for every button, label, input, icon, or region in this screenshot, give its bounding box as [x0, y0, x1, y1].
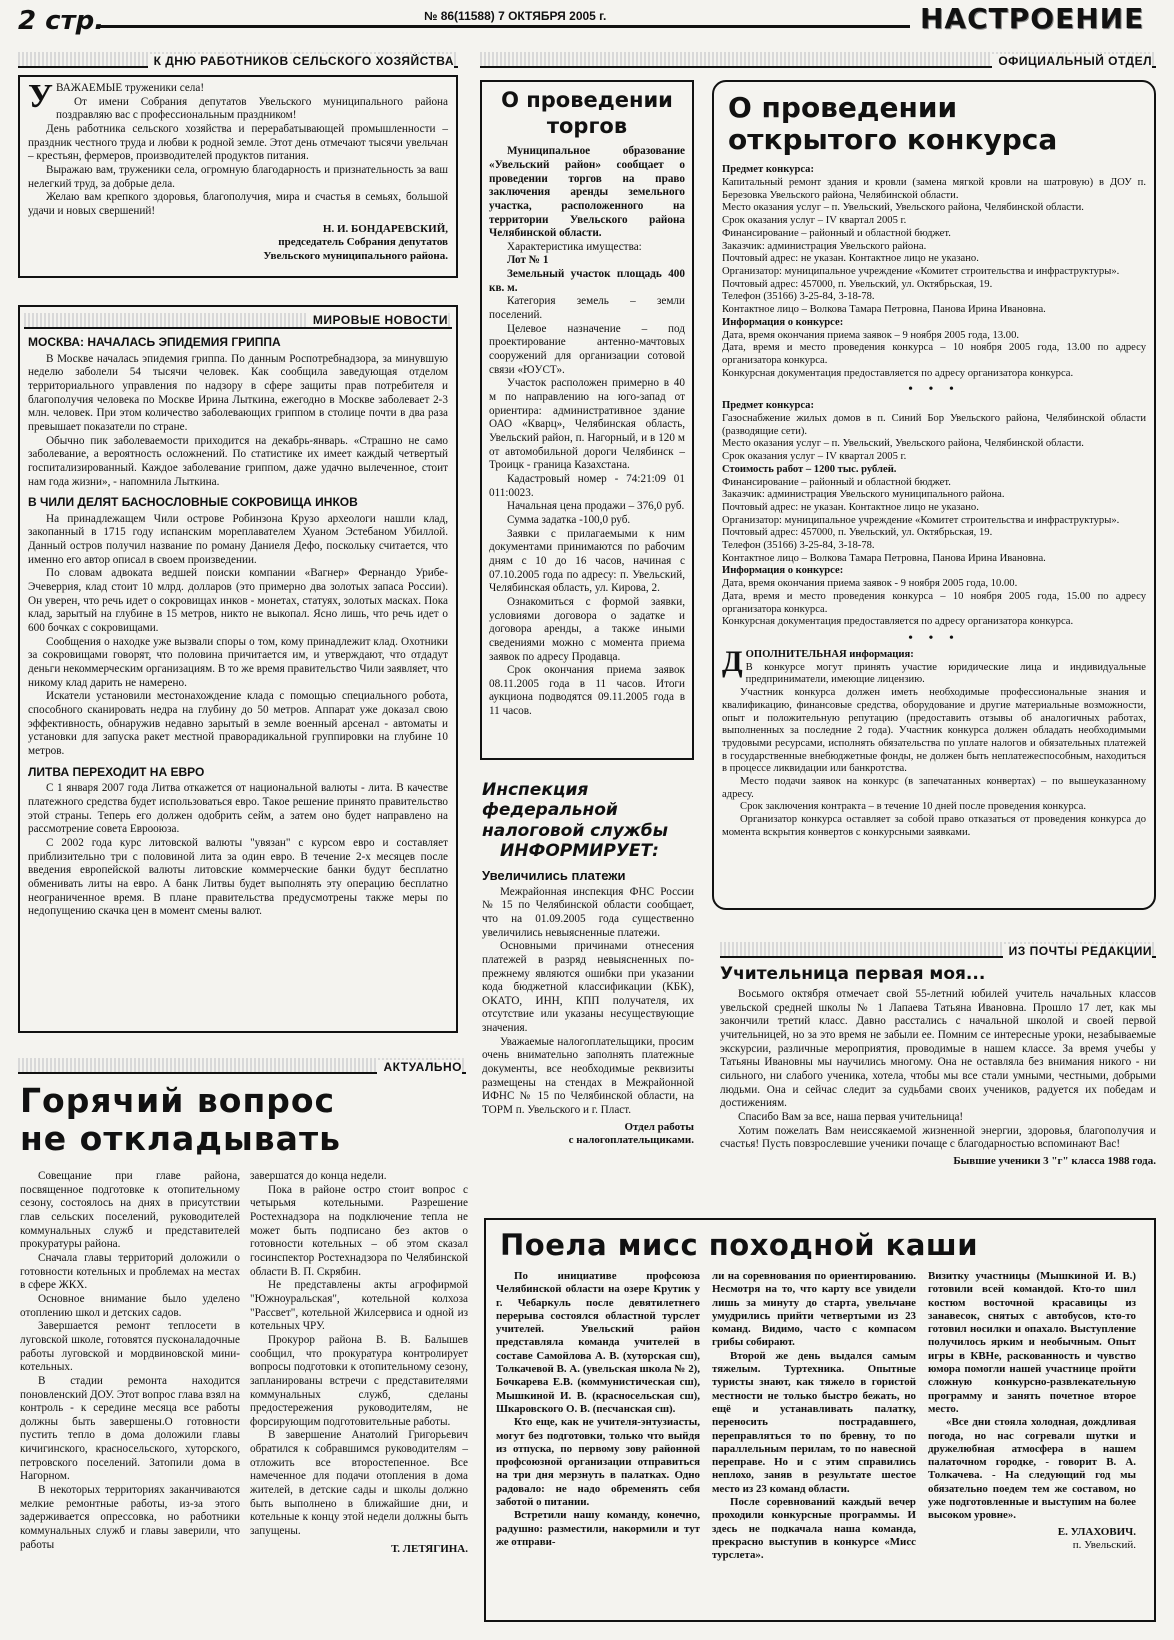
- news-headline: ЛИТВА ПЕРЕХОДИТ НА ЕВРО: [28, 764, 205, 779]
- news-headline: В ЧИЛИ ДЕЛЯТ БАСНОСЛОВНЫЕ СОКРОВИЩА ИНКОВ: [28, 495, 358, 510]
- mail-article: Учительница первая моя... Восьмого октября отмечает свой 55-летний юбилей учитель начальных классов увельской средней школы № 1 Лапаева Татьяна Ивановна. Прошло 17 лет, как мы закончили третий класс. Давно расстались с начальной школой и своей первой учительницей, но за это время не забыли ее. Помним се интересные уроки, незабываемые экскурсии, различные мероприятия, проводимые в нашем классе. За время учебы у Татьяны Ивановны мы научились многому. Она не оставляла без внимания никого - ни сильного, ни слабого ученика, хотела, чтобы мы все стали умными, честными, добрыми людьми. Она и сейчас следит за судьбами своих учеников, радуется их победам и достижениям. Спасибо Вам за все, наша первая учительница! Хотим пожелать Вам неиссякаемой жизненной энергии, здоровья, благополучия и счастья! Пусть повзрослевшие ученики почаще с благодарностью вспоминают Вас! Бывшие ученики 3 "г" класса 1988 года.: [720, 964, 1156, 1167]
- dropcap: Д: [722, 644, 743, 678]
- mail-section-header: ИЗ ПОЧТЫ РЕДАКЦИИ: [720, 942, 1156, 958]
- tax-title: Инспекция федеральной налоговой службы ИНФОРМИРУЕТ:: [482, 780, 668, 862]
- konkurs-a: Предмет конкурса: Капитальный ремонт здания и кровли (замена мягкой кровли на шатровую) в ДОУ п. Березовка Увельского района, Челябинской области. Место оказания услуг – п. Увельский, Увельского района, Челябинской области. Срок оказания услуг – IV квартал 2005 г. Финансирование – районный и областной бюджет. Заказчик: администрация Увельского района. Почтовый адрес: не указан. Контактное лицо не указано. Организатор: муниципальное учреждение «Комитет строительства и инфраструктуры». Почтовый адрес: 457000, п. Увельский, ул. Октябрьская, 19. Телефон (35166) 3-25-84, 3-18-78. Контактное лицо – Волкова Тамара Петровна, Панова Ирина Ивановна. Информация о конкурсе: Дата, время окончания приема заявок – 9 ноября 2005 года, 13.00. Дата, время и место проведения конкурса – 10 ноября 2005 года, 13.00 по адресу организатора конкурса. Конкурсная документация предоставляется по адресу организатора конкурса.: [722, 164, 1146, 379]
- signature-name: Н. И. БОНДАРЕВСКИЙ,: [322, 222, 448, 235]
- world-section-header: МИРОВЫЕ НОВОСТИ: [24, 313, 452, 329]
- torgi-title: О проведении торгов: [501, 88, 673, 138]
- news-headline: МОСКВА: НАЧАЛАСЬ ЭПИДЕМИЯ ГРИППА: [28, 335, 281, 349]
- hot-section-header: АКТУАЛЬНО: [18, 1058, 466, 1074]
- separator-dots: • • •: [908, 630, 960, 646]
- agri-greeting: УВАЖАЕМЫЕ труженики села! От имени Собрания депутатов Увельского муниципального района поздравляю вас с профессиональным праздником! День работника сельского хозяйства и перерабатывающей промышленности – праздник честного труда и любви к родной земле. Этот день отмечают тысячи увельчан – крестьян, фермеров, производителей продуктов питания. Выражаю вам, труженики села, огромную благодарность и признательность за ваш нелегкий труд, за добрые дела. Желаю вам крепкого здоровья, благополучия, мира и счастья в семьях, большой удачи и новых свершений! Н. И. БОНДАРЕВСКИЙ, председатель Собрания депутатов Увельского муниципального района.: [18, 75, 458, 278]
- hot-signature: Т. ЛЕТЯГИНА.: [391, 1542, 468, 1555]
- separator-dots: • • •: [908, 382, 960, 398]
- mail-title: Учительница первая моя...: [720, 964, 986, 984]
- official-section-header: ОФИЦИАЛЬНЫЙ ОТДЕЛ: [480, 52, 1156, 68]
- konkurs-notice: [712, 80, 1156, 910]
- agri-section-header: К ДНЮ РАБОТНИКОВ СЕЛЬСКОГО ХОЗЯЙСТВА: [18, 52, 458, 68]
- world-news: МИРОВЫЕ НОВОСТИ МОСКВА: НАЧАЛАСЬ ЭПИДЕМИЯ ГРИППА В Москве началась эпидемия гриппа. По данным Роспотребнадзора, за минувшую неделю заболели 54 тысячи человек. Как сообщила заведующая отделом территориального управления по надзору в сфере защиты прав потребителя и благополучия человека по Москве Ирина Лыткина, ежегодно в Москве заболевает 2-3 млн. человек. При этом количество заболевающих гриппом в столице почти в два раза превышает показатели по стране. Обычно пик заболеваемости приходится на декабрь-январь. «Страшно не само заболевание, а вероятность осложнений. По статистике их имеет каждый четвертый госпитализированный. Каждое заболевание гриппом, даже удачно вылеченное, стоит нам года жизни», - напомнила Лыткина. В ЧИЛИ ДЕЛЯТ БАСНОСЛОВНЫЕ СОКРОВИЩА ИНКОВ На принадлежащем Чили острове Робинзона Крузо археологи нашли клад, закопанный в 1715 году испанским мореплавателем Хуаном Эстебаном Убиллой. Данный остров получил название по роману Даниеля Дефо, поскольку считается, что именно его автор описал в своем произведении. По словам адвоката ведшей поиски компании «Вагнер» Фернандо Урибе-Эчеверрия, клад стоит 10 млрд. долларов (это примерно два золотых запаса России). Он уверен, что речь идет о сокровищах инков - монетах, статуях, золотых масках. Пока клад, зарытый на глубине в 15 метров, никто не выкопал. Ясно лишь, что речь идет о 600 бочках с сокровищами. Сообщения о находке уже вызвали споры о том, кому принадлежит клад. Охотники за сокровищами говорят, что половина причитается им, и утверждают, что отдадут деньги некоммерческим организациям. В то же время правительство Чили заявляет, что никому клад дарить не намерено. Искатели установили местонахождение клада с помощью специального робота, способного сканировать недра на глубину до 50 метров. Аппарат уже доказал свою эффективность, обнаружив недавно зарытый в земле военный арсенал - автоматы и установки для запуска ракет местной праворадикальной группировки на глубине 10 метров. ЛИТВА ПЕРЕХОДИТ НА ЕВРО С 1 января 2007 года Литва откажется от национальной валюты - лита. В качестве платежного средства будет использоваться евро. Такое решение принято правительство этой страны. Теперь его должен одобрить сейм, а затем оно будет направлено на рассмотрение совета Еврооюза. С 2002 года курс литовской валюты "увязан" с курсом евро и составляет приблизительно три с половиной лита за один евро. В течение 2-х месяцев после введения европейской валюты литовские коммерческие банки будут бесплатно обменивать литы на евро. А банк Литвы будет выполнять эту операцию бесплатно неограниченное время. В плане правительства предусмотрены также меры по недопущению скачка цен в момент смены валют.: [18, 305, 458, 1033]
- konkurs-additional: ДОПОЛНИТЕЛЬНАЯ информация: В конкурсе могут принять участие юридические лица и индивидуальные предприниматели, имеющие лицензию. Участник конкурса должен иметь необходимые профессиональные знания и квалификацию, финансовые средства, оборудование и другие материальные возможности, опыт и положительную репутацию (предоставить отзывы об аналогичных работах, выполненных за последние 2 года). Участник конкурса должен обладать необходимыми трудовыми ресурсами, исполнять обязательства по уплате налогов и обязательных платежей в государственные внебюджетные фонды, не должен быть неплатежеспособным, находиться в процессе ликвидации или банкротства. Место подачи заявок на конкурс (в запечатанных конвертах) – по вышеуказанному адресу. Срок заключения контракта – в течение 10 дней после проведения конкурса. Организатор конкурса оставляет за собой право отказаться от проведения конкурса до момента вскрытия конвертов с конкурсными заявками.: [722, 644, 1146, 838]
- hot-col-2: завершатся до конца недели. Пока в районе остро стоит вопрос с четырьмя котельными. Разрешение Ростехнадзора на подключение тепла не может быть подписано без актов о готовности котельных – об этом сказал госинспектор Ростехнадзора по Челябинской области В. П. Скрябин. Не представлены акты агрофирмой "Южноуральская", котельной колхоза "Рассвет", котельной Жилсервиса и одной из котельных ЧРУ. Прокурор района В. В. Балышев сообщил, что прокуратура контролирует вопросы подготовки к отопительному сезону, запланированы встречи с представителями коммунальных служб, сделаны предостережения руководителям, не форсирующим подготовительные работы. В завершение Анатолий Григорьевич обратился к собравшимся руководителям – отложить все второстепенное. Все намеченное для подачи отопления в дома жителей, в детские сады и школы должно быть выполнено в ближайшие дни, и котельные к концу этой недели должны быть запущены. Т. ЛЕТЯГИНА.: [250, 1170, 468, 1555]
- miss-article: [484, 1218, 1156, 1622]
- hot-title: Горячий вопрос не откладывать: [20, 1081, 341, 1158]
- tax-notice: Инспекция федеральной налоговой службы ИНФОРМИРУЕТ: Увеличились платежи Межрайонная инспекция ФНС России № 15 по Челябинской области сообщает, что на 01.09.2005 года существенно увеличились невыясненные платежи. Основными причинами отнесения платежей в разряд невыясненных по-прежнему являются ошибки при указании кода бюджетной классификации (КБК), ОКАТО, ИНН, КПП получателя, их отсутствие или указаны несуществующие значения. Уважаемые налогоплательщики, просим очень внимательно заполнять платежные документы, все необходимые реквизиты размещены на стендах в Межрайонной ИФНС № 15 по Челябинской области, на ТОРМ п. Увельского и г. Пласт. Отдел работы с налогоплательщиками.: [482, 780, 694, 1147]
- miss-col-1: По инициативе профсоюза Челябинской области на озере Крутик у г. Чебаркуль после девятилетнего перерыва состоялся областной турслет учителей. Увельский район представляла команда учителей в составе Самойлова А. В. (хуторская сш), Толкачевой В. А. (увельская школа № 2), Бочкарева Е.В. (коммунистическая сш), Мышкиной И. В. (красносельская сш), Шкаровского О. В. (песчанская сш). Кто еще, как не учителя-энтузиасты, могут без подготовки, только что выйдя из отпуска, по первому зову районной профсоюзной организации отправиться на три дня мерзнуть в палатках. Одно радовало: не надо обременять себя заботой о питании. Встретили нашу команду, конечно, радушно: разместили, накормили и тут же отправи-: [496, 1270, 700, 1548]
- issue-line: № 86(11588) 7 ОКТЯБРЯ 2005 г.: [420, 9, 610, 23]
- hot-col-1: Совещание при главе района, посвященное подготовке к отопительному сезону, состоялось на днях в присутствии глав сельских поселений, руководителей коммунальных служб и представителей прокуратуры района. Сначала главы территорий доложили о готовности котельных и проблемах на местах в сфере ЖКХ. Основное внимание было уделено отоплению школ и детских садов. Завершается ремонт теплосети в луговской школе, готовятся пусконаладочные работы луговской и мордвиновской мини-котельных. В стадии ремонта находится поновленский ДОУ. Этот вопрос глава взял на контроль - к середине месяца все работы должны быть завершены.О готовности пустить тепло в дома доложили главы кичигинского, красносельского, хуторского, петровского поселений. Затопили дома в Нагорном. В некоторых территориях заканчиваются мелкие ремонтные работы, из-за этого задерживается опрессовка, но работники коммунальных служб и главы заверили, что работы: [20, 1170, 240, 1551]
- miss-title: Поела мисс походной каши: [500, 1228, 979, 1262]
- section-title: НАСТРОЕНИЕ: [920, 2, 1145, 35]
- dropcap: У: [28, 78, 53, 115]
- torgi-notice: О проведении торгов Муниципальное образование «Увельский район» сообщает о проведении торгов на право заключения аренды земельного участка, расположенного на территории Увельского района Челябинской области. Характеристика имущества: Лот № 1 Земельный участок площадь 400 кв. м. Категория земель – земли поселений. Целевое назначение – под проектирование антенно-мачтовых сооружений для организации сотовой связи «ЮУСТ». Участок расположен примерно в 40 м по направлению на юго-запад от ориентира: административное здание ОАО «Кварц», Челябинская область, Увельский район, п. Нагорный, и в 120 м от автомобильной дороги Челябинск – Троицк - граница Казахстана. Кадастровый номер - 74:21:09 01 011:0023. Начальная цена продажи – 376,0 руб. Сумма задатка -100,0 руб. Заявки с прилагаемыми к ним документами принимаются по рабочим дням с 10 до 16 часов, начиная с 07.10.2005 года по адресу: п. Увельский, Челябинская область, ул. Кирова, 2. Ознакомиться с формой заявки, условиями договора о задатке и договора аренды, а также иными сведениями можно с момента приема заявок по адресу Продавца. Срок окончания приема заявок 08.11.2005 года в 11 часов. Итоги аукциона подводятся 09.11.2005 года в 11 часов.: [480, 80, 694, 760]
- konkurs-b: Предмет конкурса: Газоснабжение жилых домов в п. Синий Бор Увельского района, Челябинской области (разводящие сети). Место оказания услуг – п. Увельский, Увельского района, Челябинской области. Срок оказания услуг – IV квартал 2005 г. Стоимость работ – 1200 тыс. рублей. Финансирование – районный и областной бюджет. Заказчик: администрация Увельского муниципального района. Почтовый адрес: не указан. Контактное лицо не указано. Организатор: муниципальное учреждение «Комитет строительства и инфраструктуры». Почтовый адрес: 457000, п. Увельский, ул. Октябрьская, 19. Телефон (35166) 3-25-84, 3-18-78. Контактное лицо – Волкова Тамара Петровна, Панова Ирина Ивановна. Информация о конкурсе: Дата, время окончания приема заявок - 9 ноября 2005 года, 10.00. Дата, время и место проведения конкурса – 10 ноября 2005 года, 15.00 по адресу организатора конкурса. Конкурсная документация предоставляется по адресу организатора конкурса.: [722, 400, 1146, 628]
- miss-col-3: Визитку участницы (Мышкиной И. В.) готовили всей командой. Кто-то шил костюм восточной красавицы из занавесок, снятых с автобусов, кто-то готовил носилки и опахало. Выступление получилось ярким и необычным. Опыт игры в КВНе, раскованность и чувство юмора помогли нашей участнице пройти сложную конкурсно-развлекательную программу и занять почетное второе место. «Все дни стояла холодная, дождливая погода, но нас согревали шутки и дружелюбная атмосфера в нашем палаточном городке, - говорит В. А. Толкачева. - На следующий год мы обязательно поедем тем же составом, но уже подготовленные и выступим на более высоком уровне». Е. УЛАХОВИЧ. п. Увельский.: [928, 1270, 1136, 1552]
- page-number: 2 стр.: [18, 6, 105, 36]
- top-rule: [100, 25, 910, 28]
- masthead: [0, 0, 1174, 42]
- konkurs-title: О проведении открытого конкурса: [728, 91, 1058, 157]
- miss-col-2: ли на соревнования по ориентированию. Несмотря на то, что карту все увидели лишь за минуту до старта, увельчане умудрились прийти четвертыми из 23 команд. Видимо, часто с компасом грибы собирают. Второй же день выдался самым тяжелым. Туртехника. Опытные туристы знают, как тяжело в гористой местности не только быстро бежать, но ещё и устанавливать палатку, переносить пострадавшего, переправляться то по бревну, то по параллельным перилам, то по навесной переправе. Но и с этим справились неплохо, заняв в результате шестое место из 23 команд области. После соревнований каждый вечер проходили конкурсные программы. И здесь не подкачала наша команда, прекрасно выступив в конкурсе «Мисс турслета».: [712, 1270, 916, 1562]
